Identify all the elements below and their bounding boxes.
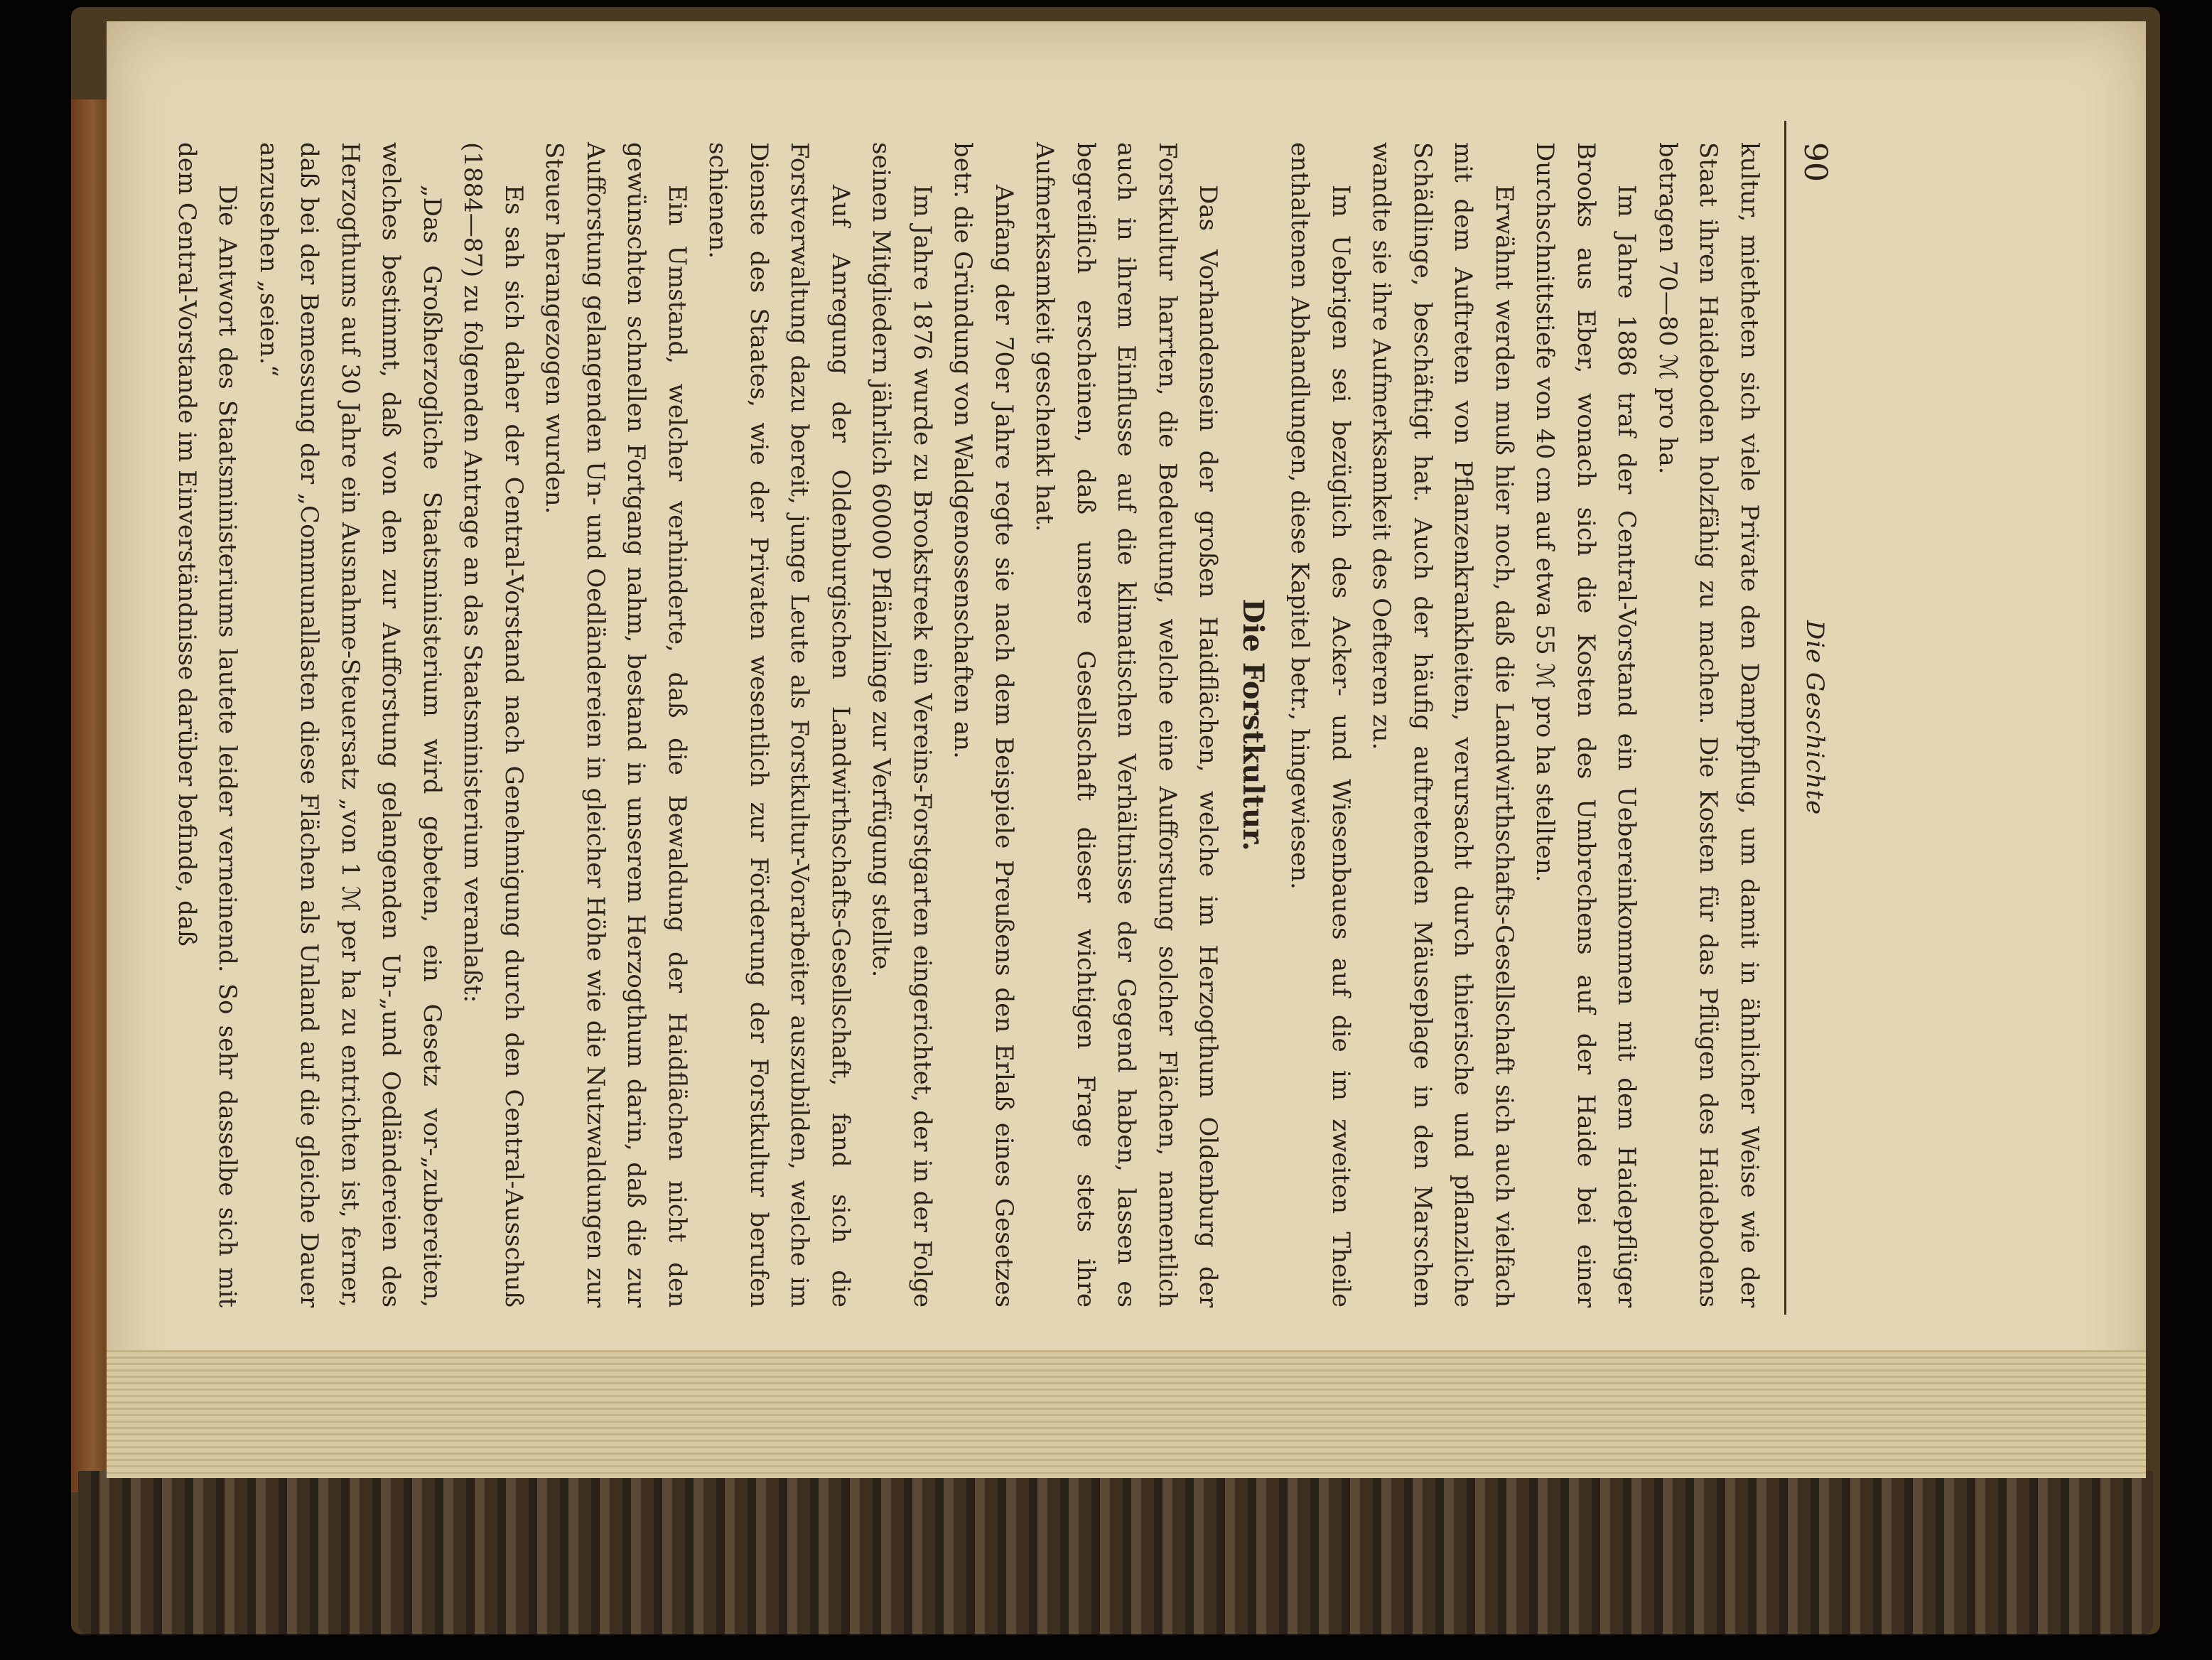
- paragraph: Im Jahre 1886 traf der Central-Vorstand ein Uebereinkommen mit dem Haidepflüger Brooks aus Eber, wonach sich die Kosten des Umbrechens auf der Haide bei einer Durchschnittstiefe von 40 cm auf etwa 55 ℳ pro ha stellten.: [1531, 142, 1641, 1308]
- body-text: [166, 142, 1770, 1308]
- paragraph: Im Jahre 1876 wurde zu Brookstreek ein Vereins-Forstgarten eingerichtet, der in der Folge seinen Mitgliedern jährlich 60000 Pflänzlinge zur Verfügung stellte.: [867, 142, 937, 1308]
- book-edge-marbled: [78, 1471, 2153, 1634]
- paragraph: Erwähnt werden muß hier noch, daß die Landwirthschafts-Gesellschaft sich auch vielfach mit dem Auftreten von Pflanzenkrankheiten, verursacht durch thierische und pflanzliche Schädlinge, beschäftigt hat. Auch der häufig auftretenden Mäuseplage in den Marschen wandte sie ihre Aufmerksamkeit des Oefteren zu.: [1367, 142, 1518, 1308]
- paragraph: Anfang der 70er Jahre regte sie nach dem Beispiele Preußens den Erlaß eines Gesetzes betr. die Gründung von Waldgenossenschaften an.: [949, 142, 1018, 1308]
- page-number: 90: [1797, 142, 1833, 182]
- page-stack: [107, 1350, 2146, 1478]
- section-heading: Die Forstkultur.: [1236, 598, 1270, 851]
- running-head-title: Die Geschichte: [1801, 620, 1829, 816]
- paragraph: kultur, mietheten sich viele Private den Dampfpflug, um damit in ähnlicher Weise wie der Staat ihren Haideboden holzfähig zu machen. Die Kosten für das Pflügen des Haidebodens betragen 70—80 ℳ pro ha.: [1653, 142, 1764, 1308]
- paragraph: Ein Umstand, welcher verhinderte, daß die Bewaldung der Haidflächen nicht den gewünschten schnellen Fortgang nahm, bestand in unserem Herzogthum darin, daß die zur Aufforstung gelangenden Un- und Oedländereien in gleicher Höhe wie die Nutzwaldungen zur Steuer herangezogen wurden.: [540, 142, 691, 1308]
- paragraph: „Das Großherzogliche Staatsministerium wird gebeten, ein Gesetz vor-„zubereiten, welches bestimmt, daß von den zur Aufforstung gelangenden Un-„und Oedländereien des Herzogthums auf 30 Jahre ein Ausnahme-Steuersatz „von 1 ℳ per ha zu entrichten ist, ferner, daß bei der Bemessung der „Communallasten diese Flächen als Unland auf die gleiche Dauer anzusehen „seien.“: [254, 142, 446, 1308]
- paragraph: Im Uebrigen sei bezüglich des Acker- und Wiesenbaues auf die im zweiten Theile enthaltenen Abhandlungen, diese Kapitel betr., hingewiesen.: [1285, 142, 1355, 1308]
- paragraph: Auf Anregung der Oldenburgischen Landwirthschafts-Gesellschaft, fand sich die Forstverwaltung dazu bereit, junge Leute als Forstkultur-Vorarbeiter auszubilden, welche im Dienste des Staates, wie der Privaten wesentlich zur Förderung der Forstkultur berufen schienen.: [703, 142, 855, 1308]
- rotated-page-content: [36, 114, 1847, 1322]
- paragraph: Es sah sich daher der Central-Vorstand nach Genehmigung durch den Central-Ausschuß (1884—87) zu folgenden Antrage an das Staatsministerium veranlaßt:: [458, 142, 528, 1308]
- paragraph: Das Vorhandensein der großen Haidflächen, welche im Herzogthum Oldenburg der Forstkultur harrten, die Bedeutung, welche eine Aufforstung solcher Flächen, namentlich auch in ihrem Einflusse auf die klimatischen Verhältnisse der Gegend haben, lassen es begreiflich erscheinen, daß unsere Gesellschaft dieser wichtigen Frage stets ihre Aufmerksamkeit geschenkt hat.: [1030, 142, 1223, 1308]
- paragraph: Die Antwort des Staatsministeriums lautete leider verneinend. So sehr dasselbe sich mit dem Central-Vorstande im Einverständnisse darüber befinde, daß: [173, 142, 242, 1308]
- running-head: [1791, 114, 1833, 1322]
- header-rule: [1784, 121, 1786, 1315]
